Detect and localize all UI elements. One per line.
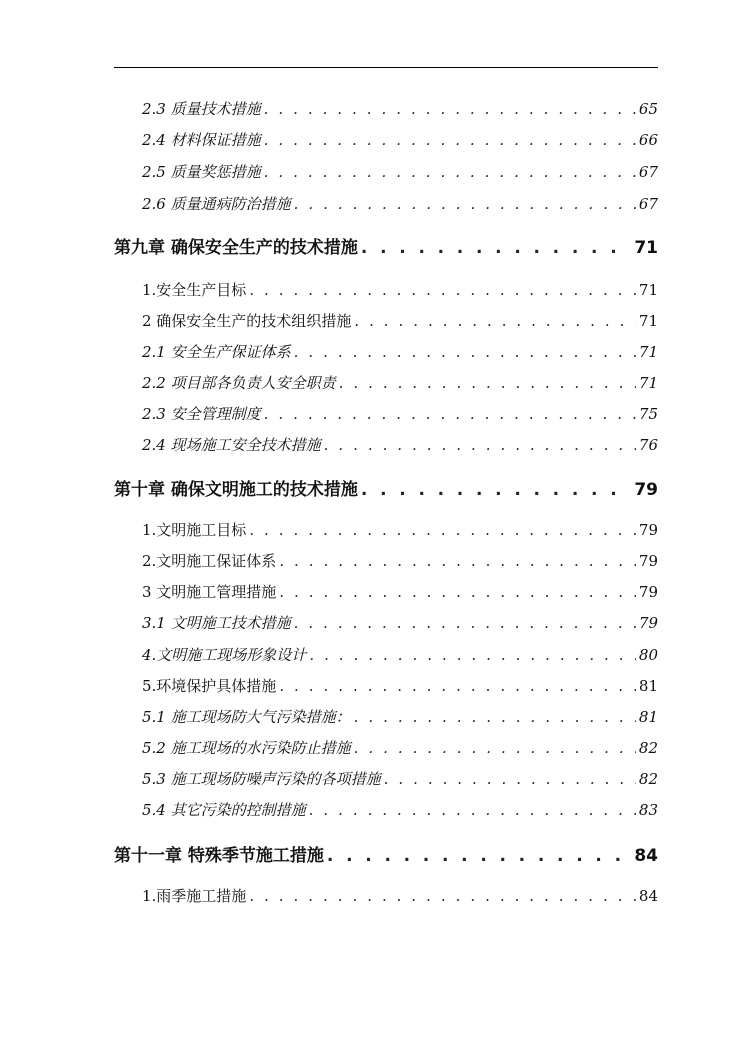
toc-entry-page: 81 bbox=[638, 708, 658, 726]
toc-entry-title: 3.1 文明施工技术措施 bbox=[142, 614, 291, 632]
toc-entry-title: 3 文明施工管理措施 bbox=[142, 583, 277, 601]
toc-entry-page: 65 bbox=[638, 100, 658, 118]
toc-leader-dots bbox=[324, 433, 636, 457]
toc-leader-dots bbox=[327, 844, 631, 868]
toc-entry[interactable] bbox=[142, 611, 658, 635]
toc-entry[interactable] bbox=[142, 884, 658, 908]
toc-entry-title: 1.雨季施工措施 bbox=[142, 887, 247, 905]
toc-entry-page: 84 bbox=[634, 846, 658, 866]
toc-entry-page: 75 bbox=[638, 405, 658, 423]
toc-entry-title: 2.5 质量奖惩措施 bbox=[142, 163, 261, 181]
toc-entry-title: 2.文明施工保证体系 bbox=[142, 552, 277, 570]
toc-entry-page: 79 bbox=[638, 521, 658, 539]
toc-leader-dots bbox=[354, 309, 636, 333]
toc-entry[interactable] bbox=[142, 549, 658, 573]
toc-leader-dots bbox=[354, 736, 636, 760]
toc-chapter-entry[interactable] bbox=[114, 478, 658, 502]
toc-entry-title: 2.6 质量通病防治措施 bbox=[142, 195, 291, 213]
toc-entry-title: 2 确保安全生产的技术组织措施 bbox=[142, 312, 352, 330]
toc-entry-title: 2.1 安全生产保证体系 bbox=[142, 343, 291, 361]
toc-chapter-entry[interactable] bbox=[114, 844, 658, 868]
toc-entry-title: 第十一章 特殊季节施工措施 bbox=[114, 846, 324, 866]
toc-entry-title: 1.文明施工目标 bbox=[142, 521, 247, 539]
toc-entry-page: 76 bbox=[638, 436, 658, 454]
toc-entry-title: 5.2 施工现场的水污染防止措施 bbox=[142, 739, 351, 757]
toc-leader-dots bbox=[264, 160, 636, 184]
toc-entry-page: 81 bbox=[638, 677, 658, 695]
toc-entry[interactable] bbox=[142, 643, 658, 667]
toc-entry[interactable] bbox=[142, 736, 658, 760]
toc-entry-title: 5.环境保护具体措施 bbox=[142, 677, 277, 695]
toc-entry[interactable] bbox=[142, 160, 658, 184]
toc-entry[interactable] bbox=[142, 128, 658, 152]
toc-entry-page: 79 bbox=[638, 552, 658, 570]
toc-leader-dots bbox=[294, 192, 636, 216]
toc-leader-dots bbox=[279, 549, 636, 573]
toc-entry[interactable] bbox=[142, 767, 658, 791]
toc-entry-page: 67 bbox=[638, 163, 658, 181]
toc-entry[interactable] bbox=[142, 371, 658, 395]
toc-entry-page: 79 bbox=[638, 583, 658, 601]
toc-leader-dots bbox=[264, 97, 636, 121]
toc-entry-title: 2.4 现场施工安全技术措施 bbox=[142, 436, 321, 454]
toc-entry-title: 5.3 施工现场防噪声污染的各项措施 bbox=[142, 770, 381, 788]
toc-entry-title: 第九章 确保安全生产的技术措施 bbox=[114, 238, 358, 258]
toc-leader-dots bbox=[294, 611, 636, 635]
toc-entry-page: 82 bbox=[638, 770, 658, 788]
toc-entry-page: 79 bbox=[634, 480, 658, 500]
toc-leader-dots bbox=[264, 402, 636, 426]
toc-entry-title: 2.3 质量技术措施 bbox=[142, 100, 261, 118]
toc-entry-page: 67 bbox=[638, 195, 658, 213]
toc-leader-dots bbox=[294, 340, 636, 364]
toc-entry-title: 4.文明施工现场形象设计 bbox=[142, 646, 307, 664]
toc-entry[interactable] bbox=[142, 340, 658, 364]
toc-entry-page: 66 bbox=[638, 131, 658, 149]
toc-entry[interactable] bbox=[142, 97, 658, 121]
toc-entry-page: 71 bbox=[638, 281, 658, 299]
toc-entry-title: 第十章 确保文明施工的技术措施 bbox=[114, 480, 358, 500]
toc-leader-dots bbox=[264, 128, 636, 152]
toc-leader-dots bbox=[361, 478, 631, 502]
toc-entry[interactable] bbox=[142, 580, 658, 604]
toc-entry-page: 79 bbox=[638, 614, 658, 632]
toc-entry[interactable] bbox=[142, 402, 658, 426]
toc-entry[interactable] bbox=[142, 518, 658, 542]
toc-leader-dots bbox=[361, 236, 631, 260]
toc-entry-title: 5.1 施工现场防大气污染措施： bbox=[142, 708, 351, 726]
toc-entry[interactable] bbox=[142, 705, 658, 729]
toc-entry-title: 5.4 其它污染的控制措施 bbox=[142, 801, 306, 819]
header-rule bbox=[114, 67, 658, 68]
toc-leader-dots bbox=[279, 580, 636, 604]
toc-entry-page: 84 bbox=[638, 887, 658, 905]
toc-entry[interactable] bbox=[142, 192, 658, 216]
toc-entry[interactable] bbox=[142, 278, 658, 302]
toc-leader-dots bbox=[309, 798, 636, 822]
toc-entry-page: 82 bbox=[638, 739, 658, 757]
toc-leader-dots bbox=[384, 767, 636, 791]
toc-entry-page: 71 bbox=[638, 312, 658, 330]
toc-leader-dots bbox=[354, 705, 636, 729]
toc-entry[interactable] bbox=[142, 309, 658, 333]
toc-chapter-entry[interactable] bbox=[114, 236, 658, 260]
toc-leader-dots bbox=[249, 278, 636, 302]
toc-entry-title: 1.安全生产目标 bbox=[142, 281, 247, 299]
toc-entry[interactable] bbox=[142, 433, 658, 457]
toc-leader-dots bbox=[309, 643, 636, 667]
toc-entry[interactable] bbox=[142, 674, 658, 698]
toc-entry-page: 71 bbox=[638, 343, 658, 361]
toc-entry-page: 80 bbox=[638, 646, 658, 664]
toc-entry-title: 2.3 安全管理制度 bbox=[142, 405, 261, 423]
toc-leader-dots bbox=[249, 884, 636, 908]
toc-entry-page: 71 bbox=[634, 238, 658, 258]
toc-entry-title: 2.2 项目部各负责人安全职责 bbox=[142, 374, 336, 392]
toc-leader-dots bbox=[339, 371, 636, 395]
toc-entry-page: 83 bbox=[638, 801, 658, 819]
toc-leader-dots bbox=[249, 518, 636, 542]
toc-entry-page: 71 bbox=[638, 374, 658, 392]
toc-entry[interactable] bbox=[142, 798, 658, 822]
toc-entry-title: 2.4 材料保证措施 bbox=[142, 131, 261, 149]
toc-leader-dots bbox=[279, 674, 636, 698]
